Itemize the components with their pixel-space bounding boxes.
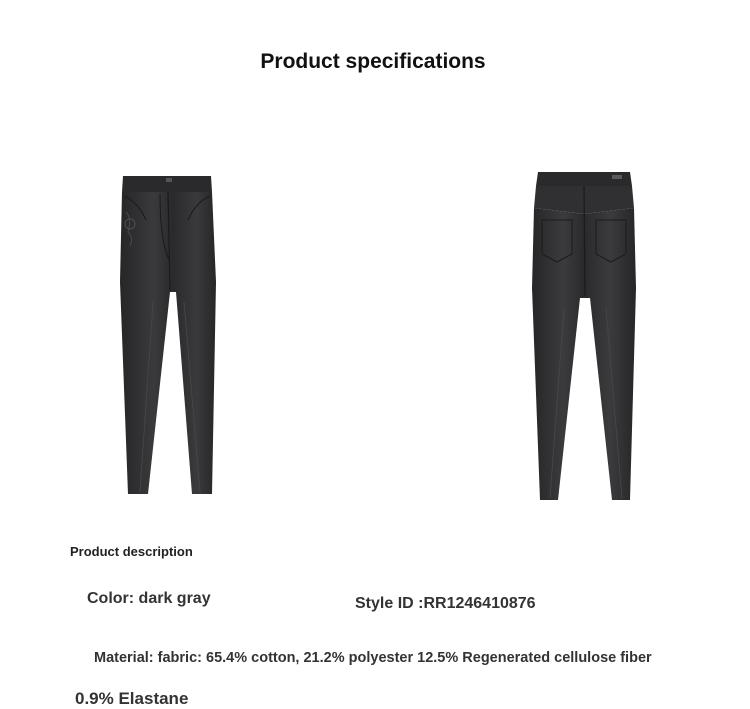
jeans-back-image <box>526 168 642 502</box>
page-title: Product specifications <box>260 50 486 73</box>
material-spec: Material: fabric: 65.4% cotton, 21.2% polyester 12.5% Regenerated cellulose fiber <box>94 650 652 666</box>
jeans-back-illustration <box>526 168 642 502</box>
jeans-front-illustration <box>108 172 226 498</box>
color-spec: Color: dark gray <box>87 590 211 607</box>
elastane-spec: 0.9% Elastane <box>75 689 189 708</box>
style-id-spec: Style ID :RR1246410876 <box>355 595 536 612</box>
jeans-front-image <box>108 172 226 498</box>
product-description-heading: Product description <box>70 544 193 559</box>
